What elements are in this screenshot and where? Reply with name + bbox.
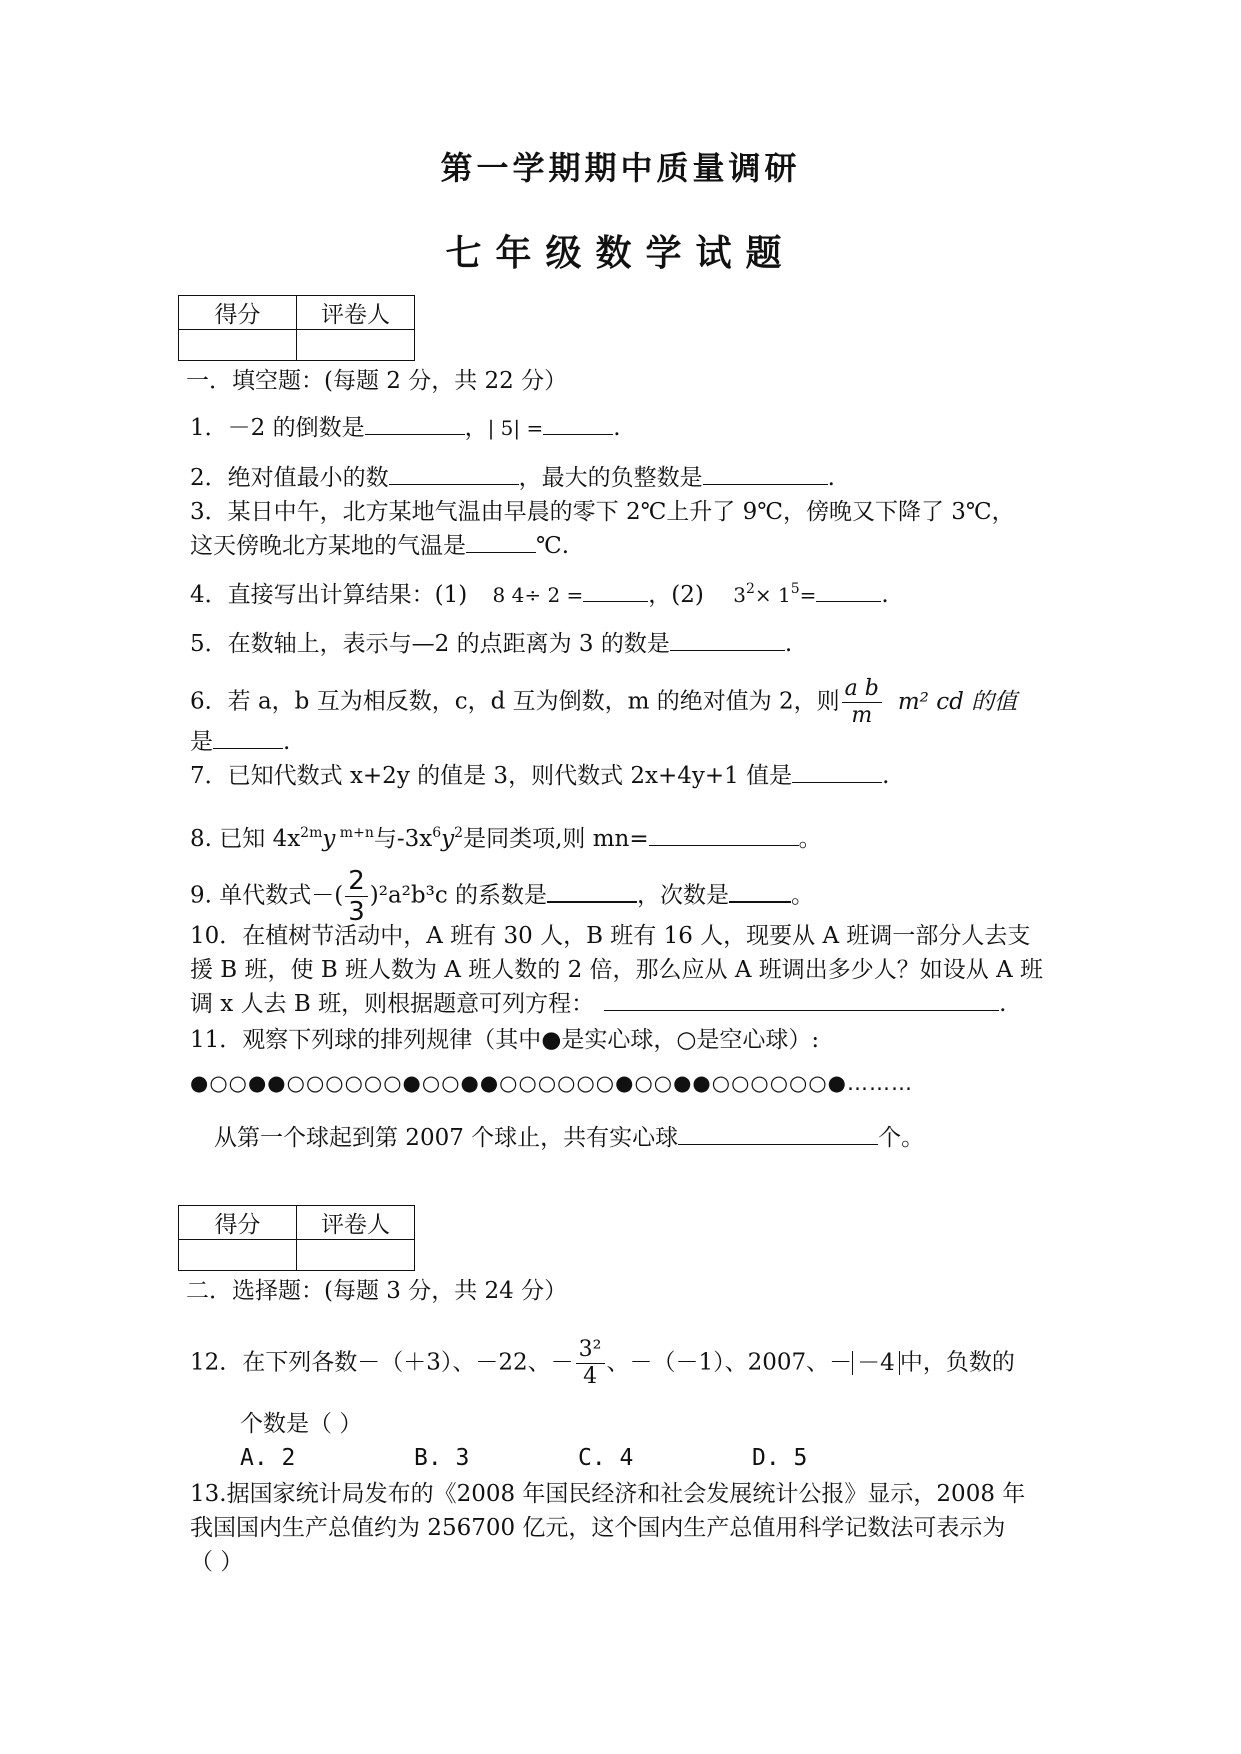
q12-option-b[interactable]: B. 3	[414, 1445, 470, 1471]
q12-abs-value: －4	[852, 1351, 900, 1375]
q3-end: ℃.	[536, 533, 570, 559]
q2-end: .	[827, 465, 835, 491]
q7-blank[interactable]	[792, 760, 882, 783]
q2-blank-1[interactable]	[389, 462, 519, 485]
q2-text: 2．绝对值最小的数	[190, 465, 389, 491]
q4-expr-1: 8 4÷ 2 =	[492, 583, 584, 607]
q4-sep: ，(2)	[648, 582, 704, 608]
q12-option-d[interactable]: D. 5	[752, 1445, 808, 1471]
grader-cell[interactable]	[297, 330, 415, 361]
q8-blank[interactable]	[649, 823, 799, 846]
q9-blank-1[interactable]	[547, 879, 637, 903]
question-8: 8. 已知 $4x^{2m}y$ $^{m+n}$与$-3x^6y^2$是同类项,则 mn= 。	[190, 825, 822, 852]
q9-text-2: )²a²b³c 的系数是	[369, 882, 548, 909]
question-4	[190, 579, 889, 611]
score-header: 得分	[179, 1206, 297, 1240]
q4-blank-1[interactable]	[583, 579, 648, 602]
score-cell[interactable]	[179, 330, 297, 361]
score-header: 得分	[179, 296, 297, 330]
question-13-line-1: 13.据国家统计局发布的《2008 年国民经济和社会发展统计公报》显示，2008 年	[190, 1481, 1026, 1507]
q5-text: 5．在数轴上，表示与—2 的点距离为 3 的数是	[190, 631, 670, 657]
question-12	[190, 1337, 1015, 1390]
question-7	[190, 760, 889, 792]
q11-blank[interactable]	[678, 1122, 878, 1145]
score-table-1	[178, 295, 415, 361]
score-cell[interactable]	[179, 1240, 297, 1271]
q12-text-3: 中，负数的	[899, 1349, 1015, 1376]
q4-blank-2[interactable]	[816, 579, 881, 602]
q9-end: 。	[791, 882, 815, 909]
q4-end: .	[881, 582, 889, 608]
question-11-line-3	[214, 1122, 924, 1154]
section2-heading: 二．选择题：(每题 3 分，共 24 分）	[186, 1278, 568, 1304]
q3-text: 这天傍晚北方某地的气温是	[190, 533, 466, 559]
q9-text: 9. 单代数式－(	[190, 882, 344, 909]
q9-text-3: ，次数是	[637, 882, 730, 909]
grader-header: 评卷人	[297, 296, 415, 330]
q1-text: 1．－2 的倒数是	[190, 415, 365, 441]
question-13-line-2: 我国国内生产总值约为 256700 亿元，这个国内生产总值用科学记数法可表示为	[190, 1515, 1006, 1541]
question-12-line-2: 个数是（ ）	[240, 1411, 363, 1437]
q6-text: 6．若 a，b 互为相反数，c，d 互为倒数，m 的绝对值为 2，则	[190, 688, 840, 715]
q9-blank-2[interactable]	[729, 879, 791, 903]
q10-blank[interactable]	[604, 988, 999, 1011]
q5-end: .	[784, 631, 793, 657]
question-13-line-3: （ ）	[190, 1549, 244, 1575]
q7-end: .	[882, 763, 890, 789]
q1-end: .	[613, 415, 621, 441]
q4-expr-2: $3^2\times 1^5=$	[733, 581, 817, 607]
question-11-line-1: 11．观察下列球的排列规律（其中●是实心球，○是空心球）:	[190, 1027, 820, 1053]
q3-blank[interactable]	[466, 530, 536, 553]
q1-expr: | 5| =	[487, 416, 544, 440]
q12-option-c[interactable]: C. 4	[578, 1445, 634, 1471]
q11-end: 个。	[878, 1125, 925, 1151]
q12-option-a[interactable]: A. 2	[240, 1445, 296, 1471]
q11-text: 从第一个球起到第 2007 个球止，共有实心球	[214, 1125, 679, 1151]
q1-blank-2[interactable]	[543, 412, 613, 435]
q5-blank[interactable]	[670, 628, 785, 651]
q10-end: .	[999, 991, 1007, 1017]
exam-subtitle: 七年级数学试题	[445, 232, 796, 274]
q6-end: .	[283, 729, 291, 755]
q8-text: 8. 已知 4x	[190, 826, 301, 852]
question-3-line-2	[190, 530, 569, 562]
q12-text: 12．在下列各数－（＋3）、－22、－	[190, 1349, 574, 1376]
question-1	[190, 412, 621, 444]
question-10-line-2: 援 B 班，使 B 班人数为 A 班人数的 2 倍，那么应从 A 班调出多少人？如设从 A 班	[190, 957, 1043, 983]
ball-sequence: ●○○●●○○○○○○●○○●●○○○○○○●○○●●○○○○○○●………	[190, 1071, 914, 1095]
question-6	[190, 676, 1017, 729]
q6-text-3: 是	[190, 729, 213, 755]
question-5	[190, 628, 792, 660]
q6-text-2: m² cd 的值	[897, 688, 1018, 715]
q8-end: 。	[798, 826, 822, 852]
question-3-line-1: 3．某日中午，北方某地气温由早晨的零下 2℃上升了 9℃，傍晚又下降了 3℃，	[190, 499, 1015, 525]
q1-sep: ，	[464, 415, 488, 441]
question-2	[190, 462, 835, 494]
q7-text: 7．已知代数式 x+2y 的值是 3，则代数式 2x+4y+1 值是	[190, 763, 793, 789]
q10-text: 调 x 人去 B 班，则根据题意可列方程：	[190, 991, 595, 1017]
q4-text: 4．直接写出计算结果：(1)	[190, 582, 468, 608]
question-10-line-3	[190, 988, 1006, 1020]
score-table-2	[178, 1205, 415, 1271]
question-6-line-2	[190, 726, 290, 758]
question-10-line-1: 10．在植树节活动中，A 班有 30 人，B 班有 16 人，现要从 A 班调一部分人去支	[190, 923, 1031, 949]
q9-fraction: $\frac{2}{3}$	[345, 866, 368, 927]
q2-text-2: ，最大的负整数是	[518, 465, 703, 491]
q6-blank[interactable]	[213, 726, 283, 749]
q2-blank-2[interactable]	[703, 462, 828, 485]
exam-title: 第一学期期中质量调研	[440, 149, 801, 187]
question-9	[190, 866, 814, 927]
q12-text-2: 、－（－1）、2007、－	[606, 1349, 853, 1376]
grader-cell[interactable]	[297, 1240, 415, 1271]
q12-fraction: $\frac{\text{3²}}{4}$	[576, 1337, 605, 1390]
q6-fraction: $\frac{\text{a b}}{m}$	[842, 676, 882, 729]
grader-header: 评卷人	[297, 1206, 415, 1240]
section1-heading: 一．填空题：(每题 2 分，共 22 分）	[186, 368, 568, 394]
q1-blank-1[interactable]	[365, 412, 465, 435]
